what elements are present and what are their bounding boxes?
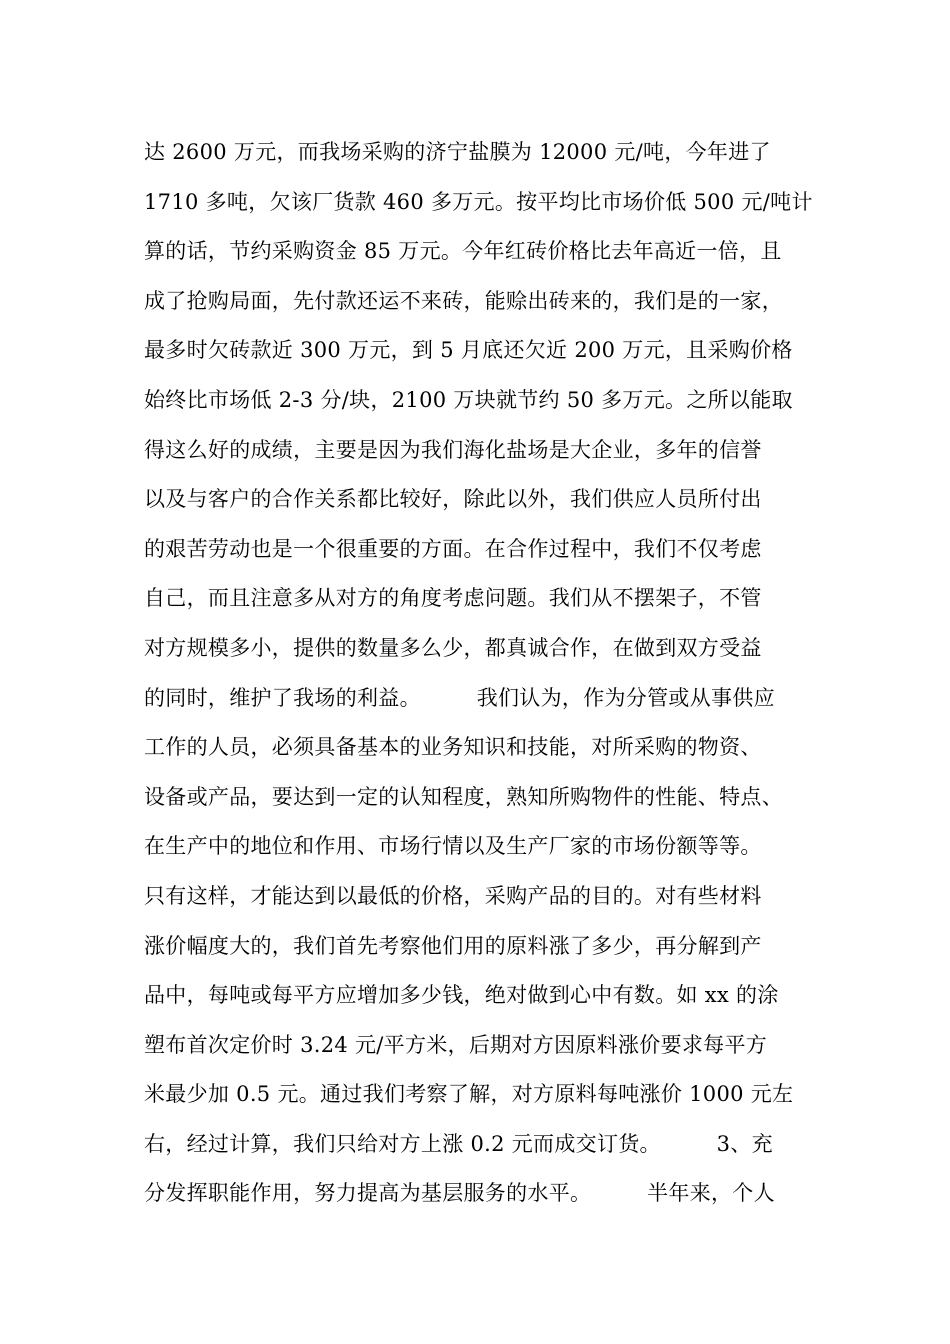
text-line: 达 2600 万元，而我场采购的济宁盐膜为 12000 元/吨，今年进了 (144, 140, 771, 164)
text-line: 设备或产品，要达到一定的认知程度，熟知所购物件的性能、特点、 (144, 784, 783, 809)
text-line: 的艰苦劳动也是一个很重要的方面。在合作过程中，我们不仅考虑 (144, 536, 762, 561)
text-line: 涨价幅度大的，我们首先考察他们用的原料涨了多少，再分解到产 (144, 933, 762, 958)
text-line: 自己，而且注意多从对方的角度考虑问题。我们从不摆架子，不管 (144, 586, 762, 611)
text-line: 得这么好的成绩，主要是因为我们海化盐场是大企业，多年的信誉 (144, 437, 762, 462)
text-line: 算的话，节约采购资金 85 万元。今年红砖价格比去年高近一倍，且 (144, 239, 782, 264)
text-line: 塑布首次定价时 3.24 元/平方米，后期对方因原料涨价要求每平方 (144, 1032, 768, 1057)
text-line: 最多时欠砖款近 300 万元，到 5 月底还欠近 200 万元，且采购价格 (144, 338, 793, 363)
text-line: 品中，每吨或每平方应增加多少钱，绝对做到心中有数。如 xx 的涂 (144, 983, 779, 1008)
text-line: 分发挥职能作用，努力提高为基层服务的水平。 半年来，个人 (144, 1181, 775, 1206)
text-line: 只有这样，才能达到以最低的价格，采购产品的目的。对有些材料 (144, 883, 762, 908)
text-line: 1710 多吨，欠该厂货款 460 多万元。按平均比市场价低 500 元/吨计 (144, 189, 813, 214)
text-line: 以及与客户的合作关系都比较好，除此以外，我们供应人员所付出 (144, 487, 762, 512)
text-line: 工作的人员，必须具备基本的业务知识和技能，对所采购的物资、 (144, 735, 762, 760)
text-line: 在生产中的地位和作用、市场行情以及生产厂家的市场份额等等。 (144, 834, 762, 859)
text-line: 米最少加 0.5 元。通过我们考察了解，对方原料每吨涨价 1000 元左 (144, 1082, 794, 1107)
body-text (144, 132, 824, 1223)
text-line: 右，经过计算，我们只给对方上涨 0.2 元而成交订货。 3、充 (144, 1131, 773, 1156)
text-line: 始终比市场低 2-3 分/块，2100 万块就节约 50 多万元。之所以能取 (144, 387, 793, 412)
text-line: 成了抢购局面，先付款还运不来砖，能赊出砖来的，我们是的一家， (144, 288, 783, 313)
text-line: 的同时，维护了我场的利益。 我们认为，作为分管或从事供应 (144, 685, 775, 710)
text-line: 对方规模多小，提供的数量多么少，都真诚合作，在做到双方受益 (144, 635, 762, 660)
